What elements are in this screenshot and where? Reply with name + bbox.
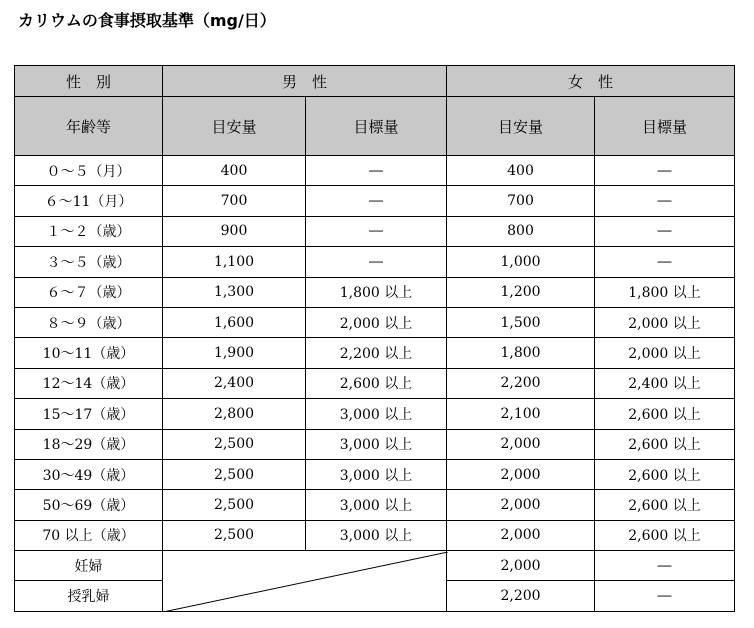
- female-dg-cell: 2,600 以上: [595, 490, 735, 520]
- female-ai-cell: 1,200: [447, 277, 595, 307]
- female-dg-cell: 2,400 以上: [595, 368, 735, 398]
- female-ai-cell: 1,800: [447, 338, 595, 368]
- table-row: [15, 277, 735, 307]
- male-ai-cell: 1,600: [163, 307, 306, 337]
- male-ai-cell: 2,400: [163, 368, 306, 398]
- male-ai-cell: 2,500: [163, 459, 306, 489]
- female-ai-cell: 2,200: [447, 581, 595, 611]
- female-ai-cell: 2,000: [447, 551, 595, 581]
- table-row: [15, 490, 735, 520]
- table-row: [15, 459, 735, 489]
- female-dg-cell: 2,000 以上: [595, 338, 735, 368]
- male-ai-cell: 900: [163, 216, 306, 246]
- male-ai-cell: 2,500: [163, 490, 306, 520]
- male-dg-cell: 3,000 以上: [306, 490, 447, 520]
- male-dg-cell: 3,000 以上: [306, 459, 447, 489]
- female-ai-cell: 2,200: [447, 368, 595, 398]
- table-row: [15, 216, 735, 246]
- female-ai-cell: 2,000: [447, 490, 595, 520]
- male-dg-cell: 2,000 以上: [306, 307, 447, 337]
- table-row: [15, 186, 735, 216]
- male-dg-cell: 3,000 以上: [306, 429, 447, 459]
- female-dg-cell: ―: [595, 247, 735, 277]
- female-dg-cell: 2,600 以上: [595, 399, 735, 429]
- female-dg-cell: ―: [595, 551, 735, 581]
- male-ai-cell: 2,500: [163, 520, 306, 550]
- female-dg-cell: ―: [595, 581, 735, 611]
- age-cell: 12～14（歳）: [15, 368, 163, 398]
- potassium-intake-table: [14, 65, 735, 612]
- female-dg-cell: ―: [595, 216, 735, 246]
- male-ai-cell: 400: [163, 156, 306, 186]
- header-male-ai: 目安量: [163, 97, 306, 156]
- table-row: [15, 307, 735, 337]
- header-row-metrics: [15, 97, 735, 156]
- male-ai-cell: 700: [163, 186, 306, 216]
- female-ai-cell: 2,100: [447, 399, 595, 429]
- table-row: [15, 247, 735, 277]
- female-dg-cell: ―: [595, 186, 735, 216]
- female-dg-cell: 2,600 以上: [595, 429, 735, 459]
- age-cell: 18～29（歳）: [15, 429, 163, 459]
- table-row: [15, 156, 735, 186]
- male-dg-cell: ―: [306, 247, 447, 277]
- male-dg-cell: 2,200 以上: [306, 338, 447, 368]
- age-cell: 30～49（歳）: [15, 459, 163, 489]
- male-not-applicable-cell: [163, 551, 447, 612]
- female-ai-cell: 700: [447, 186, 595, 216]
- female-ai-cell: 1,000: [447, 247, 595, 277]
- age-cell: １～２（歳）: [15, 216, 163, 246]
- male-ai-cell: 1,300: [163, 277, 306, 307]
- male-dg-cell: ―: [306, 186, 447, 216]
- header-female: 女 性: [447, 66, 735, 97]
- table-row-pregnant: [15, 551, 735, 581]
- age-cell: 妊婦: [15, 551, 163, 581]
- table-row: [15, 520, 735, 550]
- female-dg-cell: ―: [595, 156, 735, 186]
- female-dg-cell: 2,600 以上: [595, 459, 735, 489]
- table-row: [15, 338, 735, 368]
- female-ai-cell: 2,000: [447, 520, 595, 550]
- header-female-ai: 目安量: [447, 97, 595, 156]
- header-female-dg: 目標量: [595, 97, 735, 156]
- age-cell: 授乳婦: [15, 581, 163, 611]
- female-ai-cell: 400: [447, 156, 595, 186]
- male-ai-cell: 2,500: [163, 429, 306, 459]
- header-row-sex: [15, 66, 735, 97]
- age-cell: ８～９（歳）: [15, 307, 163, 337]
- male-dg-cell: 2,600 以上: [306, 368, 447, 398]
- age-cell: 50～69（歳）: [15, 490, 163, 520]
- age-cell: ６～11（月）: [15, 186, 163, 216]
- male-dg-cell: ―: [306, 156, 447, 186]
- header-male-dg: 目標量: [306, 97, 447, 156]
- female-dg-cell: 2,000 以上: [595, 307, 735, 337]
- male-dg-cell: 3,000 以上: [306, 399, 447, 429]
- female-ai-cell: 800: [447, 216, 595, 246]
- age-cell: 10～11（歳）: [15, 338, 163, 368]
- female-ai-cell: 2,000: [447, 429, 595, 459]
- header-male: 男 性: [163, 66, 447, 97]
- male-ai-cell: 2,800: [163, 399, 306, 429]
- male-dg-cell: 3,000 以上: [306, 520, 447, 550]
- age-cell: ６～７（歳）: [15, 277, 163, 307]
- male-dg-cell: 1,800 以上: [306, 277, 447, 307]
- header-sex-label: 性 別: [15, 66, 163, 97]
- age-cell: 15～17（歳）: [15, 399, 163, 429]
- table-row: [15, 368, 735, 398]
- female-dg-cell: 1,800 以上: [595, 277, 735, 307]
- page-title: カリウムの食事摂取基準（mg/日）: [18, 11, 276, 30]
- header-age-label: 年齢等: [15, 97, 163, 156]
- table-row: [15, 399, 735, 429]
- male-ai-cell: 1,100: [163, 247, 306, 277]
- age-cell: ０～５（月）: [15, 156, 163, 186]
- male-dg-cell: ―: [306, 216, 447, 246]
- male-ai-cell: 1,900: [163, 338, 306, 368]
- female-ai-cell: 2,000: [447, 459, 595, 489]
- age-cell: ３～５（歳）: [15, 247, 163, 277]
- female-ai-cell: 1,500: [447, 307, 595, 337]
- table-row: [15, 429, 735, 459]
- female-dg-cell: 2,600 以上: [595, 520, 735, 550]
- age-cell: 70 以上（歳）: [15, 520, 163, 550]
